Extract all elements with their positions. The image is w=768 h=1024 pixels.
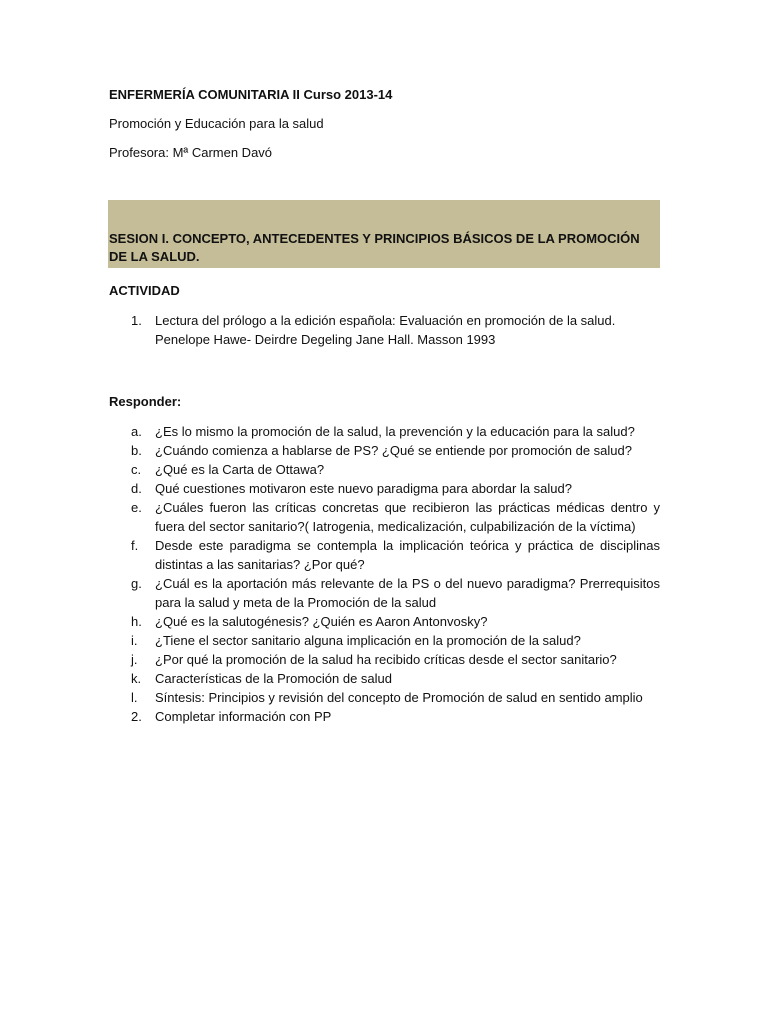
question-list [109,422,660,726]
list-item [109,631,660,650]
list-item-text: Desde este paradigma se contempla la implicación teórica y práctica de disciplinas distintas a las sanitarias? ¿Por qué? [155,538,660,572]
list-item [109,650,660,669]
list-marker: c. [131,462,142,477]
list-marker: a. [131,424,142,439]
list-marker: l. [131,690,138,705]
list-item [109,688,660,707]
list-item-text: ¿Cuál es la aportación más relevante de la PS o del nuevo paradigma? Prerrequisitos para la salud y meta de la Promoción de la salud [155,576,660,610]
document-title: ENFERMERÍA COMUNITARIA II Curso 2013-14 [109,87,393,102]
list-item [109,479,660,498]
list-marker: f. [131,538,139,553]
list-marker: d. [131,481,142,496]
session-heading-box [108,200,660,268]
list-marker: i. [131,633,138,648]
session-heading: SESION I. CONCEPTO, ANTECEDENTES Y PRINCIPIOS BÁSICOS DE LA PROMOCIÓN DE LA SALUD. [109,231,640,264]
list-item-text: ¿Por qué la promoción de la salud ha recibido críticas desde el sector sanitario? [155,652,617,667]
list-item [109,460,660,479]
list-item [109,311,660,349]
list-item [109,536,660,574]
list-item [109,422,660,441]
list-marker: 2. [131,709,142,724]
list-item-text: Qué cuestiones motivaron este nuevo paradigma para abordar la salud? [155,481,572,496]
document-subtitle: Promoción y Educación para la salud [109,116,324,131]
activity-list [109,311,660,349]
activity-label: ACTIVIDAD [109,283,180,298]
list-item [109,441,660,460]
list-marker: j. [131,652,138,667]
list-item [109,612,660,631]
list-item [109,498,660,536]
list-item-text: Características de la Promoción de salud [155,671,393,686]
list-item [109,707,660,726]
teacher-name: Profesora: Mª Carmen Davó [109,145,273,160]
list-item-text: ¿Tiene el sector sanitario alguna implicación en la promoción de la salud? [155,633,581,648]
list-item-text: ¿Qué es la salutogénesis? ¿Quién es Aaron Antonvosky? [155,614,488,629]
list-marker: h. [131,614,142,629]
list-marker: b. [131,443,142,458]
list-item-text: Síntesis: Principios y revisión del concepto de Promoción de salud en sentido amplio [155,690,643,705]
list-item [109,574,660,612]
list-item-text: Completar información con PP [155,709,332,724]
list-item [109,669,660,688]
list-item-text: Lectura del prólogo a la edición española: Evaluación en promoción de la salud. Penelope Hawe- Deirdre Degeling Jane Hall. Masson 1993 [155,313,616,347]
list-marker: e. [131,500,142,515]
list-item-text: ¿Es lo mismo la promoción de la salud, la prevención y la educación para la salud? [155,424,635,439]
responder-label: Responder: [109,394,182,409]
list-marker: 1. [131,313,142,328]
list-marker: k. [131,671,142,686]
list-item-text: ¿Cuándo comienza a hablarse de PS? ¿Qué se entiende por promoción de salud? [155,443,632,458]
list-item-text: ¿Qué es la Carta de Ottawa? [155,462,325,477]
list-marker: g. [131,576,142,591]
list-item-text: ¿Cuáles fueron las críticas concretas que recibieron las prácticas médicas dentro y fuera del sector sanitario?( Iatrogenia, medicalización, culpabilización de la víctima) [155,500,660,534]
